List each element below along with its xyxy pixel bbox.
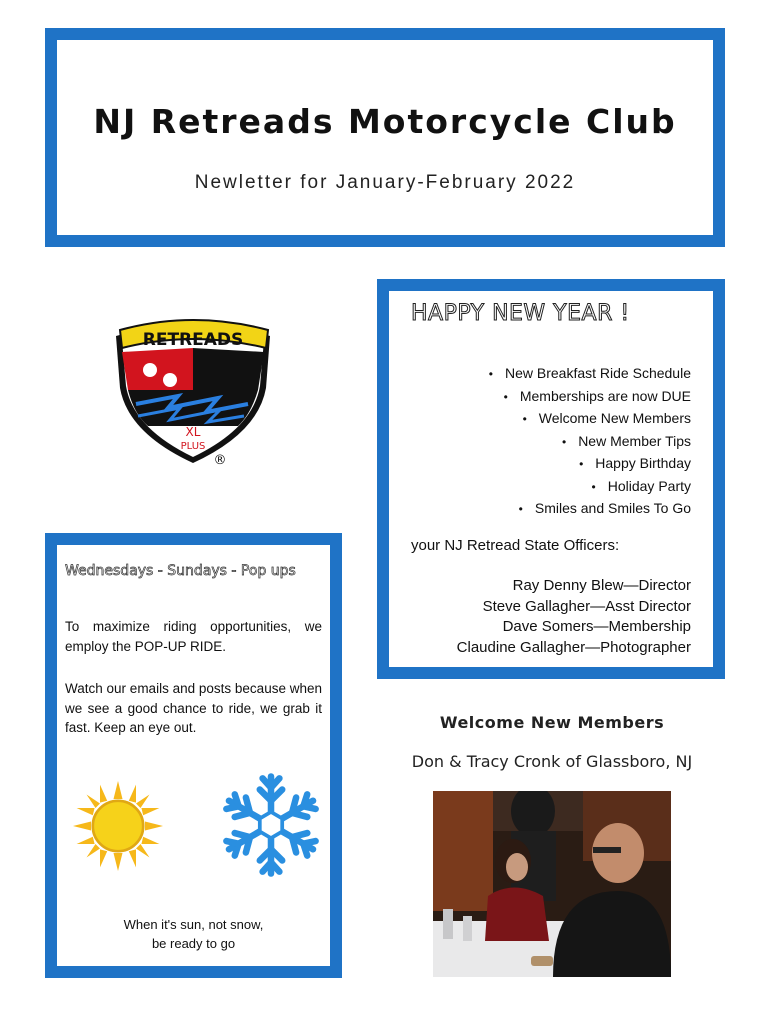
list-item: • Memberships are now DUE (489, 386, 691, 409)
list-item: • New Breakfast Ride Schedule (489, 363, 691, 386)
news-box (377, 279, 725, 679)
members-photo (433, 791, 671, 977)
news-list (489, 363, 691, 521)
logo-text-mid: XL (185, 425, 201, 439)
sun-icon (73, 781, 163, 871)
sun-snow-caption (57, 915, 330, 953)
welcome-heading: Welcome New Members (439, 713, 665, 732)
list-item: • Smiles and Smiles To Go (489, 498, 691, 521)
popup-ride-box (45, 533, 342, 978)
welcome-names: Don & Tracy Cronk of Glassboro, NJ (411, 752, 693, 771)
caption-line-1: When it's sun, not snow, (123, 917, 264, 932)
list-item: • Welcome New Members (489, 408, 691, 431)
retreads-shield-logo (108, 318, 278, 468)
happy-new-year-heading: HAPPY NEW YEAR ! (411, 301, 630, 326)
officer-line: Steve Gallagher—Asst Director (482, 597, 691, 615)
list-item: • Happy Birthday (489, 453, 691, 476)
officer-line: Claudine Gallagher—Photographer (456, 638, 691, 656)
popup-paragraph-1: To maximize riding opportunities, we employ the POP-UP RIDE. (65, 619, 322, 654)
officer-line: Dave Somers—Membership (502, 618, 691, 635)
logo-text-top: RETREADS (142, 330, 244, 350)
officers-list (457, 576, 691, 658)
list-item: • Holiday Party (489, 476, 691, 499)
logo-text-bottom: PLUS (180, 441, 206, 452)
registered-mark: ® (213, 453, 227, 468)
officer-line: Ray Denny Blew—Director (512, 577, 691, 594)
popup-paragraph-2: Watch our emails and posts because when we see a good chance to ride, we grab it fast. Keep an eye out. (65, 681, 322, 735)
snowflake-icon (215, 769, 327, 881)
header-box (45, 28, 725, 247)
officers-heading: your NJ Retread State Officers: (411, 537, 620, 554)
newsletter-title: NJ Retreads Motorcycle Club (93, 102, 677, 141)
caption-line-2: be ready to go (151, 936, 236, 951)
popup-title: Wednesdays - Sundays - Pop ups (65, 563, 296, 579)
newsletter-subtitle: Newletter for January-February 2022 (194, 172, 576, 193)
list-item: • New Member Tips (489, 431, 691, 454)
